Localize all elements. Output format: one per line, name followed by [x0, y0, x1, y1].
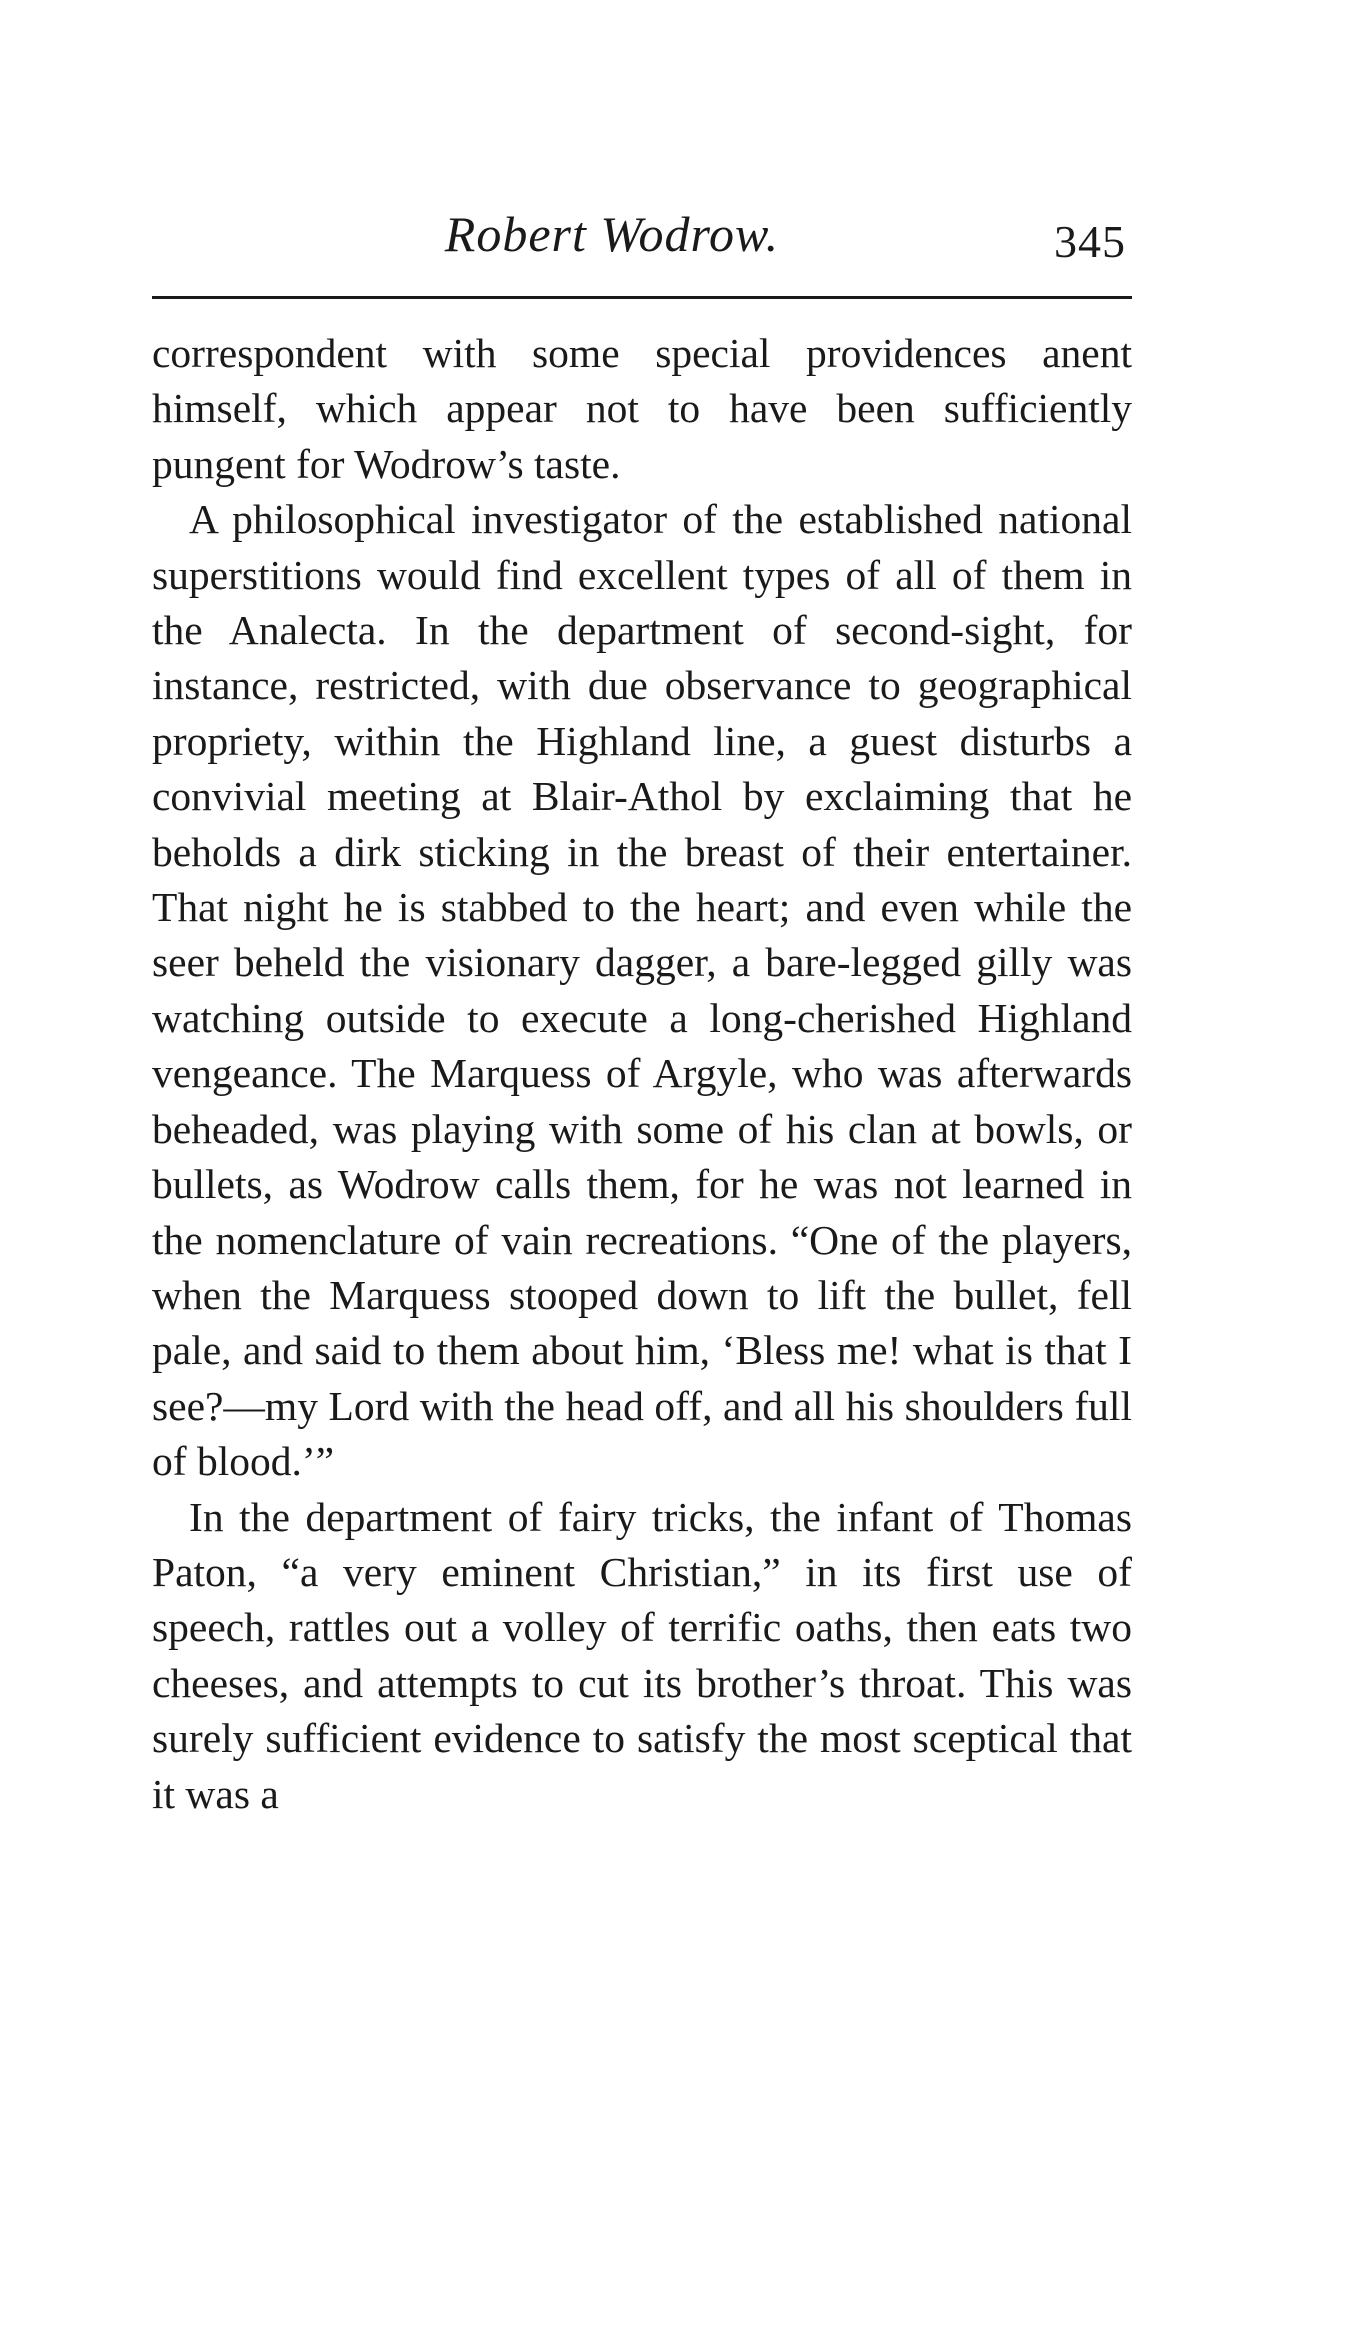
paragraph-continued: correspondent with some special providences anent himself, which appear not to have been sufficiently pungent for Wodrow’s taste. — [152, 330, 1132, 487]
header-rule — [152, 296, 1132, 299]
running-head — [152, 205, 1132, 285]
page-number: 345 — [1054, 216, 1126, 267]
paragraph: In the department of fairy tricks, the infant of Thomas Paton, “a very eminent Christian,” in its first use of speech, rattles out a volley of terrific oaths, then eats two cheeses, and attempts to cut its brother’s throat. This was surely sufficient evidence to satisfy the most sceptical that it was a — [152, 1493, 1132, 1817]
paragraph: A philosophical investigator of the established national superstitions would find excellent types of all of them in the Analecta. In the department of second-sight, for instance, restricted, with due observance to geographical propriety, within the Highland line, a guest disturbs a convivial meeting at Blair-Athol by exclaiming that he beholds a dirk sticking in the breast of their entertainer. That night he is stabbed to the heart; and even while the seer beheld the visionary dagger, a bare-legged gilly was watching outside to execute a long-cherished Highland vengeance. The Marquess of Argyle, who was afterwards beheaded, was playing with some of his clan at bowls, or bullets, as Wodrow calls them, for he was not learned in the nomenclature of vain recreations. “One of the players, when the Marquess stooped down to lift the bullet, fell pale, and said to them about him, ‘Bless me! what is that I see?—my Lord with the head off, and all his shoulders full of blood.’” — [152, 496, 1132, 1485]
running-title: Robert Wodrow. — [444, 206, 780, 262]
body-text — [152, 326, 1132, 1822]
